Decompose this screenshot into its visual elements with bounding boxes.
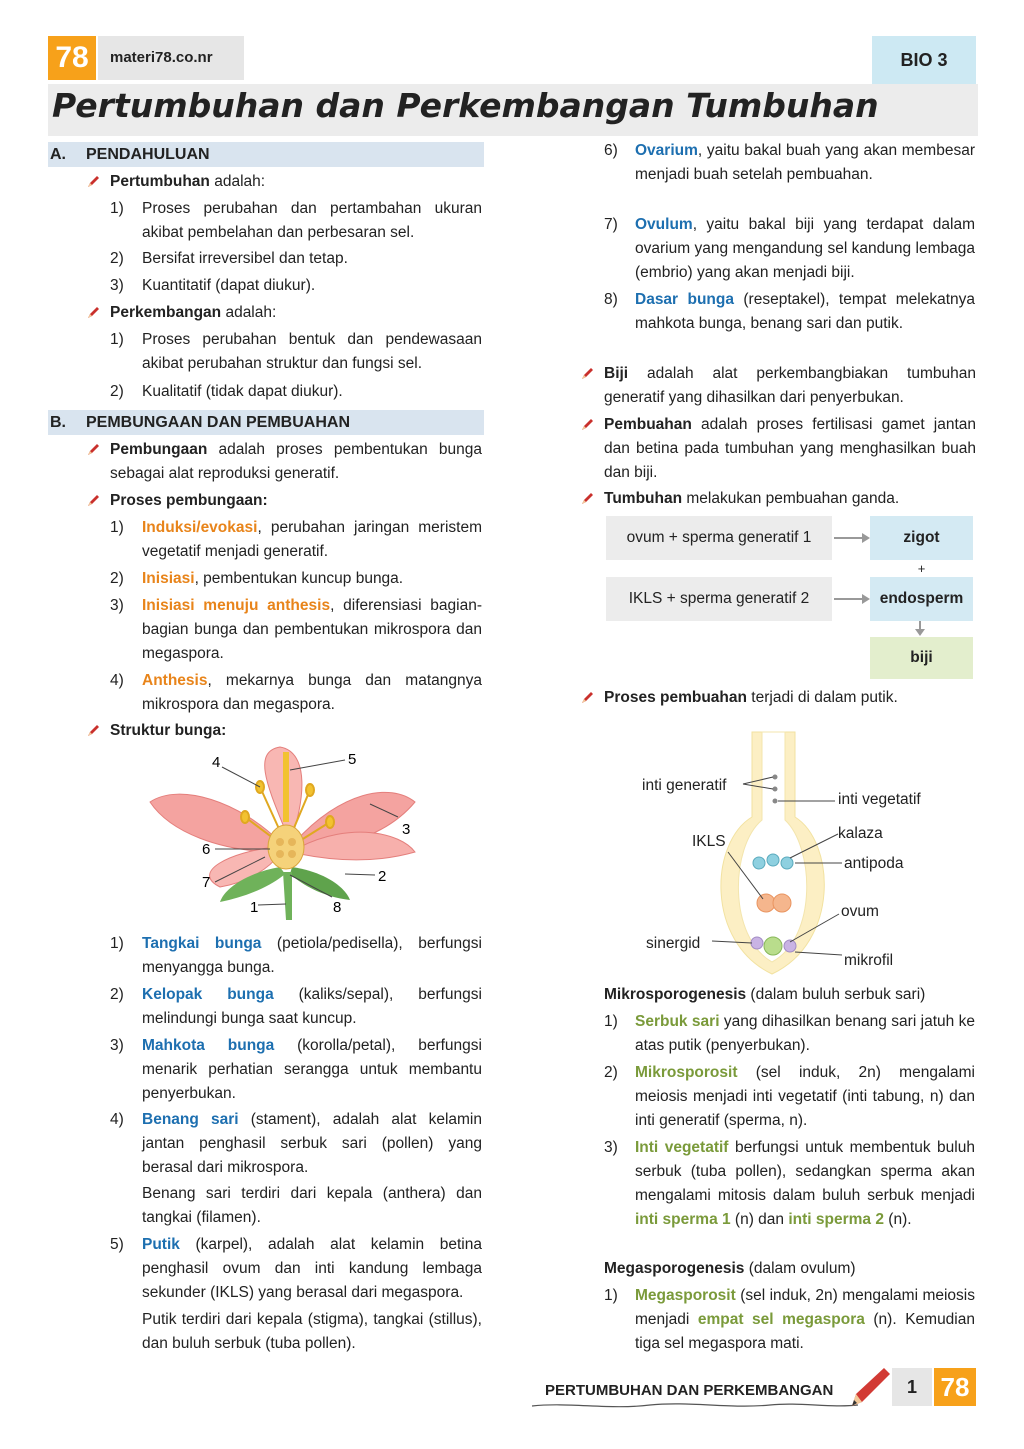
section-letter: B. <box>50 414 66 431</box>
list-item: Anthesis, mekarnya bunga dan matangnya mikrospora dan megaspora. <box>142 672 482 713</box>
label-sinergid: sinergid <box>646 935 701 952</box>
flower-label: 3 <box>402 821 411 838</box>
list-number: 1) <box>110 935 124 952</box>
mikro-heading: Mikrosporogenesis (dalam buluh serbuk sari) <box>604 986 926 1003</box>
list-number: 1) <box>604 1287 618 1304</box>
list-number: 4) <box>110 1111 124 1128</box>
flow-box-ikls: IKLS + sperma generatif 2 <box>606 577 832 621</box>
site-name: materi78.co.nr <box>98 36 244 80</box>
flower-label: 2 <box>378 868 387 885</box>
mega-heading: Megasporogenesis (dalam ovulum) <box>604 1260 856 1277</box>
list-number: 3) <box>110 277 124 294</box>
flow-arrows <box>832 530 872 620</box>
flower-diagram <box>140 742 440 922</box>
section-name: PENDAHULUAN <box>86 146 210 163</box>
pencil-bullet-icon <box>580 367 594 381</box>
down-arrow-icon <box>912 621 928 637</box>
flower-label: 5 <box>348 751 357 768</box>
flow-box-ovum: ovum + sperma generatif 1 <box>606 516 832 560</box>
proses-label: Proses pembungaan: <box>110 492 268 509</box>
list-item-extra: Putik terdiri dari kepala (stigma), tangkai (stillus), dan buluh serbuk (tuba pollen). <box>142 1311 482 1352</box>
list-number: 4) <box>110 672 124 689</box>
page-number: 1 <box>892 1368 932 1406</box>
pencil-bullet-icon <box>86 443 100 457</box>
biji-def: Biji adalah alat perkembangbiakan tumbuhan generatif yang dihasilkan dari penyerbukan. <box>604 365 976 406</box>
page-title: Pertumbuhan dan Perkembangan Tumbuhan <box>52 86 879 125</box>
list-item: Dasar bunga (reseptakel), tempat melekatnya mahkota bunga, benang sari dan putik. <box>635 291 975 332</box>
list-number: 3) <box>110 1037 124 1054</box>
list-item: Proses perubahan bentuk dan pendewasaan akibat perubahan struktur dan fungsi sel. <box>142 331 482 372</box>
pencil-bullet-icon <box>580 418 594 432</box>
list-item: Mahkota bunga (korolla/petal), berfungsi menarik perhatian serangga untuk membantu penyerbukan. <box>142 1037 482 1102</box>
flow-plus: + <box>917 561 926 576</box>
list-item: Putik (karpel), adalah alat kelamin betina penghasil ovum dan inti kandung lembaga sekunder (IKLS) yang berasal dari megaspora. <box>142 1236 482 1301</box>
list-item: Mikrosporosit (sel induk, 2n) mengalami meiosis menjadi inti vegetatif (inti tabung, n) dan inti generatif (sperma, n). <box>635 1064 975 1129</box>
struktur-label: Struktur bunga: <box>110 722 227 739</box>
footer-logo: 78 <box>934 1368 976 1406</box>
list-number: 2) <box>110 383 124 400</box>
label-inti-generatif: inti generatif <box>642 777 727 794</box>
section-name: PEMBUNGAAN DAN PEMBUAHAN <box>86 414 350 431</box>
label-kalaza: kalaza <box>838 825 883 842</box>
list-number: 1) <box>604 1013 618 1030</box>
label-ikls: IKLS <box>692 833 726 850</box>
list-number: 7) <box>604 216 618 233</box>
section-a-header <box>48 142 484 167</box>
flower-label: 8 <box>333 899 342 916</box>
pencil-icon <box>846 1364 894 1412</box>
list-item: Induksi/evokasi, perubahan jaringan meristem vegetatif menjadi generatif. <box>142 519 482 560</box>
footer-label: PERTUMBUHAN DAN PERKEMBANGAN <box>545 1382 834 1399</box>
pembungaan-def: Pembungaan adalah proses pembentukan bunga sebagai alat reproduksi generatif. <box>110 441 482 482</box>
list-item: Inisiasi, pembentukan kuncup bunga. <box>142 570 404 587</box>
list-item: Kelopak bunga (kaliks/sepal), berfungsi melindungi bunga saat kuncup. <box>142 986 482 1027</box>
flower-label: 4 <box>212 754 221 771</box>
list-item: Serbuk sari yang dihasilkan benang sari jatuh ke atas putik (penyerbukan). <box>635 1013 976 1054</box>
section-letter: A. <box>50 146 66 163</box>
section-b-header <box>48 410 484 435</box>
flow-box-endosperm: endosperm <box>870 577 973 621</box>
flow-box-zigot: zigot <box>870 516 973 560</box>
pencil-bullet-icon <box>580 492 594 506</box>
label-antipoda: antipoda <box>844 855 904 872</box>
pertumbuhan-def: Pertumbuhan adalah: <box>110 173 266 190</box>
list-number: 2) <box>110 250 124 267</box>
list-number: 1) <box>110 519 124 536</box>
footer-squiggle <box>530 1398 860 1412</box>
stalk <box>283 872 292 920</box>
list-number: 8) <box>604 291 618 308</box>
list-number: 3) <box>110 597 124 614</box>
list-item: Ovarium, yaitu bakal buah yang akan membesar menjadi buah setelah pembuahan. <box>635 142 975 183</box>
pencil-bullet-icon <box>86 494 100 508</box>
list-item: Benang sari (stament), adalah alat kelamin jantan penghasil serbuk sari (pollen) yang berasal dari mikrospora. <box>142 1111 482 1176</box>
list-number: 1) <box>110 331 124 348</box>
pembuahan-def: Pembuahan adalah proses fertilisasi gamet jantan dan betina pada tumbuhan yang menghasilkan buah dan biji. <box>604 416 976 481</box>
ganda-def: Tumbuhan melakukan pembuahan ganda. <box>604 490 900 507</box>
ovule-diagram <box>640 712 940 980</box>
list-item: Kuantitatif (dapat diukur). <box>142 277 316 294</box>
label-mikrofil: mikrofil <box>844 952 894 969</box>
subject-badge: BIO 3 <box>872 36 976 84</box>
pencil-bullet-icon <box>86 306 100 320</box>
list-number: 3) <box>604 1139 618 1156</box>
perkembangan-def: Perkembangan adalah: <box>110 304 277 321</box>
flower-label: 7 <box>202 874 211 891</box>
list-item: Ovulum, yaitu bakal biji yang terdapat dalam ovarium yang mengandung sel kandung lembaga (embrio) yang akan menjadi biji. <box>635 216 975 281</box>
flower-label: 6 <box>202 841 211 858</box>
list-number: 2) <box>110 986 124 1003</box>
list-item: Inisiasi menuju anthesis, diferensiasi bagian-bagian bunga dan pembentukan mikrospora dan megaspora. <box>142 597 483 662</box>
list-number: 6) <box>604 142 618 159</box>
flow-box-biji: biji <box>870 637 973 679</box>
pollen-tube <box>738 732 806 962</box>
pencil-bullet-icon <box>86 175 100 189</box>
list-number: 2) <box>110 570 124 587</box>
list-item: Inti vegetatif berfungsi untuk membentuk buluh serbuk (tuba pollen), sedangkan sperma akan mengalami mitosis dalam buluh serbuk menjadi inti sperma 1 (n) dan inti sperma 2 (n). <box>635 1139 975 1228</box>
list-number: 5) <box>110 1236 124 1253</box>
list-item: Kualitatif (tidak dapat diukur). <box>142 383 343 400</box>
list-number: 2) <box>604 1064 618 1081</box>
label-inti-vegetatif: inti vegetatif <box>838 791 921 808</box>
pencil-bullet-icon <box>86 724 100 738</box>
logo: 78 <box>48 36 96 80</box>
list-item: Proses perubahan dan pertambahan ukuran akibat pembelahan dan perbesaran sel. <box>142 200 482 241</box>
list-number: 1) <box>110 200 124 217</box>
flower-label: 1 <box>250 899 259 916</box>
list-item: Bersifat irreversibel dan tetap. <box>142 250 348 267</box>
list-item-extra: Benang sari terdiri dari kepala (anthera) dan tangkai (filamen). <box>142 1185 482 1226</box>
label-ovum: ovum <box>841 903 879 920</box>
pencil-bullet-icon <box>580 691 594 705</box>
list-item: Megasporosit (sel induk, 2n) mengalami meiosis menjadi empat sel megaspora (n). Kemudian tiga sel megaspora mati. <box>635 1287 975 1352</box>
putik-proc-def: Proses pembuahan terjadi di dalam putik. <box>604 689 898 706</box>
list-item: Tangkai bunga (petiola/pedisella), berfungsi menyangga bunga. <box>142 935 482 976</box>
